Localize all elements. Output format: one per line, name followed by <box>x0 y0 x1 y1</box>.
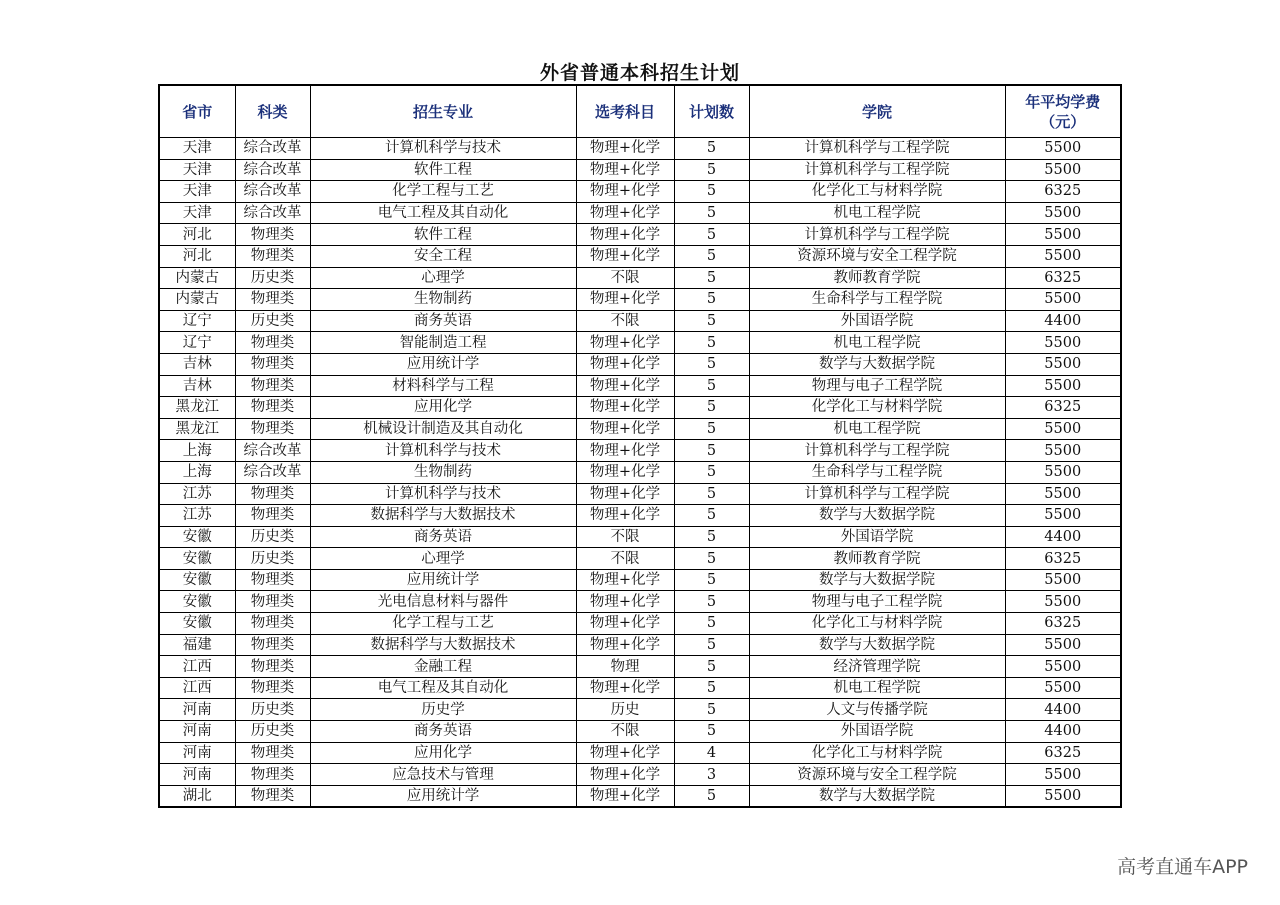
tuition-cell: 5500 <box>1005 138 1121 160</box>
college-cell: 外国语学院 <box>749 310 1005 332</box>
subjects-cell: 物理+化学 <box>576 591 674 613</box>
header-province: 省市 <box>159 85 235 138</box>
province-cell: 安徽 <box>159 613 235 635</box>
major-cell: 商务英语 <box>310 310 576 332</box>
province-cell: 安徽 <box>159 548 235 570</box>
category-cell: 综合改革 <box>235 440 310 462</box>
province-cell: 江苏 <box>159 483 235 505</box>
plan-count-cell: 5 <box>674 245 749 267</box>
table-row <box>159 353 1121 375</box>
subjects-cell: 物理+化学 <box>576 785 674 807</box>
plan-count-cell: 5 <box>674 224 749 246</box>
province-cell: 上海 <box>159 440 235 462</box>
category-cell: 综合改革 <box>235 461 310 483</box>
table-body <box>159 138 1121 808</box>
category-cell: 物理类 <box>235 224 310 246</box>
college-cell: 机电工程学院 <box>749 332 1005 354</box>
tuition-cell: 5500 <box>1005 245 1121 267</box>
province-cell: 上海 <box>159 461 235 483</box>
college-cell: 资源环境与安全工程学院 <box>749 245 1005 267</box>
plan-count-cell: 5 <box>674 332 749 354</box>
province-cell: 河南 <box>159 699 235 721</box>
major-cell: 计算机科学与技术 <box>310 138 576 160</box>
college-cell: 机电工程学院 <box>749 202 1005 224</box>
table-row <box>159 699 1121 721</box>
major-cell: 安全工程 <box>310 245 576 267</box>
plan-count-cell: 5 <box>674 289 749 311</box>
major-cell: 光电信息材料与器件 <box>310 591 576 613</box>
tuition-cell: 4400 <box>1005 310 1121 332</box>
category-cell: 物理类 <box>235 785 310 807</box>
province-cell: 江西 <box>159 677 235 699</box>
tuition-cell: 5500 <box>1005 332 1121 354</box>
major-cell: 应用统计学 <box>310 569 576 591</box>
major-cell: 心理学 <box>310 548 576 570</box>
tuition-cell: 5500 <box>1005 202 1121 224</box>
plan-count-cell: 5 <box>674 440 749 462</box>
tuition-cell: 4400 <box>1005 526 1121 548</box>
major-cell: 商务英语 <box>310 526 576 548</box>
tuition-cell: 5500 <box>1005 353 1121 375</box>
province-cell: 河南 <box>159 721 235 743</box>
category-cell: 物理类 <box>235 591 310 613</box>
college-cell: 物理与电子工程学院 <box>749 375 1005 397</box>
table-row <box>159 721 1121 743</box>
province-cell: 天津 <box>159 138 235 160</box>
college-cell: 机电工程学院 <box>749 677 1005 699</box>
table-row <box>159 483 1121 505</box>
table-row <box>159 764 1121 786</box>
subjects-cell: 物理+化学 <box>576 181 674 203</box>
plan-count-cell: 5 <box>674 677 749 699</box>
plan-count-cell: 5 <box>674 505 749 527</box>
major-cell: 应急技术与管理 <box>310 764 576 786</box>
subjects-cell: 物理+化学 <box>576 375 674 397</box>
subjects-cell: 物理+化学 <box>576 613 674 635</box>
subjects-cell: 物理+化学 <box>576 677 674 699</box>
enrollment-plan-table <box>158 84 1122 808</box>
category-cell: 综合改革 <box>235 181 310 203</box>
table-row <box>159 785 1121 807</box>
category-cell: 物理类 <box>235 245 310 267</box>
table-row <box>159 332 1121 354</box>
tuition-cell: 5500 <box>1005 785 1121 807</box>
college-cell: 数学与大数据学院 <box>749 505 1005 527</box>
province-cell: 黑龙江 <box>159 397 235 419</box>
province-cell: 湖北 <box>159 785 235 807</box>
category-cell: 物理类 <box>235 656 310 678</box>
province-cell: 江苏 <box>159 505 235 527</box>
college-cell: 外国语学院 <box>749 526 1005 548</box>
tuition-cell: 5500 <box>1005 375 1121 397</box>
plan-count-cell: 5 <box>674 613 749 635</box>
major-cell: 金融工程 <box>310 656 576 678</box>
college-cell: 资源环境与安全工程学院 <box>749 764 1005 786</box>
subjects-cell: 物理+化学 <box>576 418 674 440</box>
table-row <box>159 634 1121 656</box>
subjects-cell: 物理+化学 <box>576 505 674 527</box>
major-cell: 生物制药 <box>310 461 576 483</box>
table-row <box>159 224 1121 246</box>
plan-count-cell: 5 <box>674 526 749 548</box>
category-cell: 物理类 <box>235 742 310 764</box>
subjects-cell: 物理+化学 <box>576 332 674 354</box>
major-cell: 软件工程 <box>310 224 576 246</box>
province-cell: 安徽 <box>159 569 235 591</box>
tuition-cell: 5500 <box>1005 289 1121 311</box>
tuition-cell: 5500 <box>1005 461 1121 483</box>
college-cell: 化学化工与材料学院 <box>749 742 1005 764</box>
major-cell: 商务英语 <box>310 721 576 743</box>
province-cell: 福建 <box>159 634 235 656</box>
college-cell: 物理与电子工程学院 <box>749 591 1005 613</box>
table-row <box>159 202 1121 224</box>
table-row <box>159 591 1121 613</box>
table-header-row <box>159 85 1121 138</box>
tuition-cell: 4400 <box>1005 699 1121 721</box>
college-cell: 化学化工与材料学院 <box>749 397 1005 419</box>
college-cell: 数学与大数据学院 <box>749 353 1005 375</box>
college-cell: 机电工程学院 <box>749 418 1005 440</box>
plan-count-cell: 5 <box>674 699 749 721</box>
major-cell: 机械设计制造及其自动化 <box>310 418 576 440</box>
major-cell: 材料科学与工程 <box>310 375 576 397</box>
subjects-cell: 物理+化学 <box>576 138 674 160</box>
province-cell: 江西 <box>159 656 235 678</box>
category-cell: 物理类 <box>235 353 310 375</box>
table-row <box>159 461 1121 483</box>
tuition-cell: 5500 <box>1005 677 1121 699</box>
college-cell: 计算机科学与工程学院 <box>749 138 1005 160</box>
table-row <box>159 181 1121 203</box>
table-row <box>159 245 1121 267</box>
major-cell: 电气工程及其自动化 <box>310 677 576 699</box>
table-row <box>159 526 1121 548</box>
major-cell: 生物制药 <box>310 289 576 311</box>
category-cell: 物理类 <box>235 418 310 440</box>
province-cell: 安徽 <box>159 526 235 548</box>
major-cell: 计算机科学与技术 <box>310 440 576 462</box>
subjects-cell: 不限 <box>576 548 674 570</box>
subjects-cell: 物理+化学 <box>576 440 674 462</box>
tuition-cell: 5500 <box>1005 569 1121 591</box>
province-cell: 天津 <box>159 159 235 181</box>
college-cell: 化学化工与材料学院 <box>749 181 1005 203</box>
table-row <box>159 440 1121 462</box>
plan-count-cell: 5 <box>674 785 749 807</box>
table-row <box>159 677 1121 699</box>
college-cell: 计算机科学与工程学院 <box>749 159 1005 181</box>
tuition-cell: 5500 <box>1005 764 1121 786</box>
college-cell: 数学与大数据学院 <box>749 634 1005 656</box>
tuition-cell: 5500 <box>1005 418 1121 440</box>
category-cell: 综合改革 <box>235 202 310 224</box>
major-cell: 智能制造工程 <box>310 332 576 354</box>
table-row <box>159 548 1121 570</box>
category-cell: 综合改革 <box>235 159 310 181</box>
header-category: 科类 <box>235 85 310 138</box>
table-row <box>159 138 1121 160</box>
subjects-cell: 物理+化学 <box>576 159 674 181</box>
category-cell: 物理类 <box>235 483 310 505</box>
table-row <box>159 613 1121 635</box>
province-cell: 吉林 <box>159 375 235 397</box>
tuition-cell: 5500 <box>1005 159 1121 181</box>
major-cell: 软件工程 <box>310 159 576 181</box>
table-row <box>159 505 1121 527</box>
college-cell: 生命科学与工程学院 <box>749 289 1005 311</box>
subjects-cell: 不限 <box>576 721 674 743</box>
category-cell: 物理类 <box>235 397 310 419</box>
category-cell: 物理类 <box>235 332 310 354</box>
subjects-cell: 物理+化学 <box>576 397 674 419</box>
tuition-cell: 6325 <box>1005 742 1121 764</box>
tuition-cell: 5500 <box>1005 440 1121 462</box>
tuition-cell: 6325 <box>1005 548 1121 570</box>
table-row <box>159 397 1121 419</box>
category-cell: 物理类 <box>235 677 310 699</box>
category-cell: 物理类 <box>235 569 310 591</box>
table-row <box>159 159 1121 181</box>
plan-count-cell: 5 <box>674 202 749 224</box>
subjects-cell: 物理+化学 <box>576 289 674 311</box>
table-row <box>159 310 1121 332</box>
subjects-cell: 物理+化学 <box>576 569 674 591</box>
college-cell: 生命科学与工程学院 <box>749 461 1005 483</box>
college-cell: 外国语学院 <box>749 721 1005 743</box>
plan-count-cell: 5 <box>674 721 749 743</box>
plan-count-cell: 5 <box>674 418 749 440</box>
province-cell: 内蒙古 <box>159 267 235 289</box>
subjects-cell: 物理 <box>576 656 674 678</box>
college-cell: 计算机科学与工程学院 <box>749 440 1005 462</box>
plan-count-cell: 5 <box>674 634 749 656</box>
college-cell: 数学与大数据学院 <box>749 785 1005 807</box>
plan-count-cell: 5 <box>674 267 749 289</box>
major-cell: 历史学 <box>310 699 576 721</box>
subjects-cell: 物理+化学 <box>576 353 674 375</box>
watermark: 高考直通车APP <box>1117 856 1248 878</box>
plan-count-cell: 5 <box>674 159 749 181</box>
header-tuition: 年平均学费（元） <box>1005 85 1121 138</box>
table-row <box>159 375 1121 397</box>
plan-count-cell: 5 <box>674 138 749 160</box>
major-cell: 应用化学 <box>310 742 576 764</box>
major-cell: 化学工程与工艺 <box>310 181 576 203</box>
header-major: 招生专业 <box>310 85 576 138</box>
province-cell: 河南 <box>159 764 235 786</box>
province-cell: 黑龙江 <box>159 418 235 440</box>
category-cell: 历史类 <box>235 721 310 743</box>
category-cell: 历史类 <box>235 699 310 721</box>
plan-count-cell: 3 <box>674 764 749 786</box>
header-subjects: 选考科目 <box>576 85 674 138</box>
province-cell: 辽宁 <box>159 332 235 354</box>
category-cell: 物理类 <box>235 375 310 397</box>
major-cell: 电气工程及其自动化 <box>310 202 576 224</box>
college-cell: 教师教育学院 <box>749 548 1005 570</box>
plan-count-cell: 4 <box>674 742 749 764</box>
major-cell: 应用化学 <box>310 397 576 419</box>
subjects-cell: 物理+化学 <box>576 245 674 267</box>
page-title: 外省普通本科招生计划 <box>539 62 740 84</box>
table-row <box>159 289 1121 311</box>
tuition-cell: 5500 <box>1005 483 1121 505</box>
subjects-cell: 不限 <box>576 310 674 332</box>
subjects-cell: 物理+化学 <box>576 764 674 786</box>
tuition-cell: 6325 <box>1005 613 1121 635</box>
category-cell: 综合改革 <box>235 138 310 160</box>
plan-count-cell: 5 <box>674 461 749 483</box>
province-cell: 安徽 <box>159 591 235 613</box>
subjects-cell: 不限 <box>576 267 674 289</box>
province-cell: 河北 <box>159 245 235 267</box>
plan-count-cell: 5 <box>674 656 749 678</box>
table-row <box>159 742 1121 764</box>
tuition-cell: 6325 <box>1005 181 1121 203</box>
college-cell: 经济管理学院 <box>749 656 1005 678</box>
tuition-cell: 5500 <box>1005 656 1121 678</box>
province-cell: 内蒙古 <box>159 289 235 311</box>
college-cell: 教师教育学院 <box>749 267 1005 289</box>
header-plan-count: 计划数 <box>674 85 749 138</box>
subjects-cell: 物理+化学 <box>576 634 674 656</box>
college-cell: 化学化工与材料学院 <box>749 613 1005 635</box>
category-cell: 物理类 <box>235 613 310 635</box>
category-cell: 历史类 <box>235 267 310 289</box>
plan-count-cell: 5 <box>674 310 749 332</box>
plan-count-cell: 5 <box>674 591 749 613</box>
province-cell: 吉林 <box>159 353 235 375</box>
tuition-cell: 5500 <box>1005 634 1121 656</box>
subjects-cell: 物理+化学 <box>576 742 674 764</box>
major-cell: 计算机科学与技术 <box>310 483 576 505</box>
major-cell: 数据科学与大数据技术 <box>310 505 576 527</box>
province-cell: 辽宁 <box>159 310 235 332</box>
category-cell: 历史类 <box>235 548 310 570</box>
plan-count-cell: 5 <box>674 569 749 591</box>
plan-count-cell: 5 <box>674 548 749 570</box>
subjects-cell: 不限 <box>576 526 674 548</box>
category-cell: 历史类 <box>235 526 310 548</box>
category-cell: 物理类 <box>235 505 310 527</box>
college-cell: 人文与传播学院 <box>749 699 1005 721</box>
tuition-cell: 4400 <box>1005 721 1121 743</box>
subjects-cell: 物理+化学 <box>576 461 674 483</box>
province-cell: 河南 <box>159 742 235 764</box>
plan-count-cell: 5 <box>674 375 749 397</box>
tuition-cell: 5500 <box>1005 591 1121 613</box>
plan-count-cell: 5 <box>674 353 749 375</box>
tuition-cell: 6325 <box>1005 267 1121 289</box>
province-cell: 天津 <box>159 202 235 224</box>
major-cell: 化学工程与工艺 <box>310 613 576 635</box>
major-cell: 应用统计学 <box>310 785 576 807</box>
category-cell: 物理类 <box>235 764 310 786</box>
college-cell: 数学与大数据学院 <box>749 569 1005 591</box>
province-cell: 河北 <box>159 224 235 246</box>
major-cell: 数据科学与大数据技术 <box>310 634 576 656</box>
category-cell: 物理类 <box>235 289 310 311</box>
major-cell: 应用统计学 <box>310 353 576 375</box>
college-cell: 计算机科学与工程学院 <box>749 224 1005 246</box>
table-row <box>159 656 1121 678</box>
plan-count-cell: 5 <box>674 181 749 203</box>
tuition-cell: 5500 <box>1005 224 1121 246</box>
subjects-cell: 物理+化学 <box>576 483 674 505</box>
header-college: 学院 <box>749 85 1005 138</box>
subjects-cell: 物理+化学 <box>576 224 674 246</box>
plan-count-cell: 5 <box>674 483 749 505</box>
tuition-cell: 5500 <box>1005 505 1121 527</box>
subjects-cell: 历史 <box>576 699 674 721</box>
category-cell: 历史类 <box>235 310 310 332</box>
province-cell: 天津 <box>159 181 235 203</box>
college-cell: 计算机科学与工程学院 <box>749 483 1005 505</box>
table-row <box>159 418 1121 440</box>
major-cell: 心理学 <box>310 267 576 289</box>
category-cell: 物理类 <box>235 634 310 656</box>
table-row <box>159 267 1121 289</box>
table-row <box>159 569 1121 591</box>
subjects-cell: 物理+化学 <box>576 202 674 224</box>
plan-count-cell: 5 <box>674 397 749 419</box>
tuition-cell: 6325 <box>1005 397 1121 419</box>
